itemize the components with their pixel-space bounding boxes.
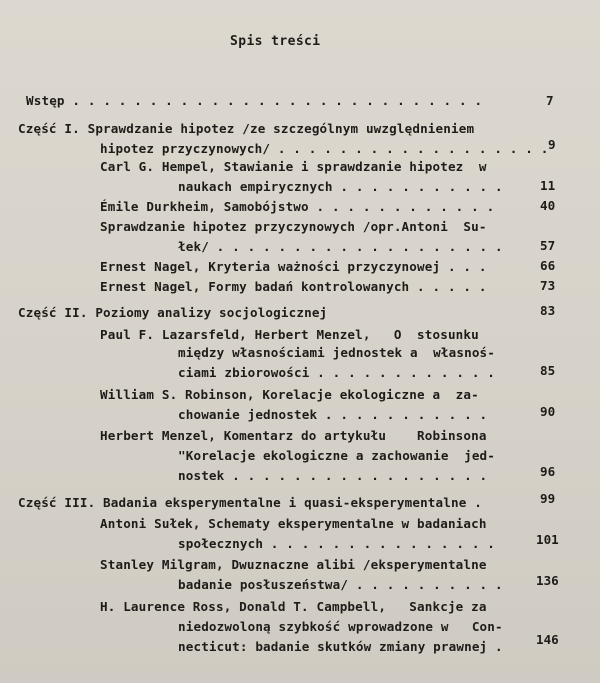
toc-entry-line: Émile Durkheim, Samobójstwo . . . . . . . . . . . . <box>100 199 495 214</box>
toc-page-number: 90 <box>540 404 556 419</box>
toc-entry-line: między własnościami jednostek a własnoś- <box>178 345 496 360</box>
toc-page-number: 66 <box>540 258 556 273</box>
toc-page-number: 136 <box>536 573 559 588</box>
toc-part-three: Część III. Badania eksperymentalne i quasi-eksperymentalne . <box>18 495 482 510</box>
toc-entry-line: Ernest Nagel, Formy badań kontrolowanych . . . . . <box>100 279 487 294</box>
toc-entry-line: H. Laurence Ross, Donald T. Campbell, Sankcje za <box>100 599 487 614</box>
toc-page-number: 9 <box>548 137 556 152</box>
toc-part-two: Część II. Poziomy analizy socjologicznej <box>18 305 328 320</box>
toc-entry-line: Ernest Nagel, Kryteria ważności przyczynowej . . . <box>100 259 487 274</box>
toc-page-number: 96 <box>540 464 556 479</box>
toc-entry-line: społecznych . . . . . . . . . . . . . . . <box>178 536 496 551</box>
toc-page-number: 101 <box>536 532 559 547</box>
toc-entry-line: "Korelacje ekologiczne a zachowanie jed- <box>178 448 496 463</box>
toc-page-number: 73 <box>540 278 556 293</box>
toc-entry-line: naukach empirycznych . . . . . . . . . . . <box>178 179 503 194</box>
toc-entry-line: William S. Robinson, Korelacje ekologiczne a za- <box>100 387 479 402</box>
toc-entry-line: Antoni Sułek, Schematy eksperymentalne w badaniach <box>100 516 487 531</box>
toc-entry-line: łek/ . . . . . . . . . . . . . . . . . . . <box>178 239 503 254</box>
toc-entry-line: Paul F. Lazarsfeld, Herbert Menzel, O stosunku <box>100 327 479 342</box>
page-title: Spis treści <box>230 34 321 49</box>
toc-entry-line: Sprawdzanie hipotez przyczynowych /opr.Antoni Su- <box>100 219 487 234</box>
toc-page-number: 40 <box>540 198 556 213</box>
toc-part-one-line-2: hipotez przyczynowych/ . . . . . . . . . . . . . . . . . . <box>100 141 549 156</box>
toc-entry-line: necticut: badanie skutków zmiany prawnej . <box>178 639 503 654</box>
toc-page-number: 7 <box>546 93 554 108</box>
toc-entry-line: chowanie jednostek . . . . . . . . . . . <box>178 407 488 422</box>
toc-entry-line: Stanley Milgram, Dwuznaczne alibi /eksperymentalne <box>100 557 487 572</box>
toc-page-number: 11 <box>540 178 556 193</box>
toc-entry-line: nostek . . . . . . . . . . . . . . . . . <box>178 468 488 483</box>
toc-entry-line: Carl G. Hempel, Stawianie i sprawdzanie hipotez w <box>100 159 487 174</box>
toc-entry-line: niedozwoloną szybkość wprowadzone w Con- <box>178 619 503 634</box>
toc-entry-line: Herbert Menzel, Komentarz do artykułu Robinsona <box>100 428 487 443</box>
toc-page-number: 83 <box>540 303 556 318</box>
toc-entry-line: ciami zbiorowości . . . . . . . . . . . . <box>178 365 496 380</box>
toc-page-number: 57 <box>540 238 556 253</box>
toc-page-number: 99 <box>540 491 556 506</box>
toc-page-number: 85 <box>540 363 556 378</box>
toc-entry-introduction: Wstęp . . . . . . . . . . . . . . . . . . . . . . . . . . . <box>26 93 483 108</box>
toc-part-one-line-1: Część I. Sprawdzanie hipotez /ze szczególnym uwzględnieniem <box>18 121 475 136</box>
toc-entry-line: badanie posłuszeństwa/ . . . . . . . . . . <box>178 577 503 592</box>
toc-page-number: 146 <box>536 632 559 647</box>
